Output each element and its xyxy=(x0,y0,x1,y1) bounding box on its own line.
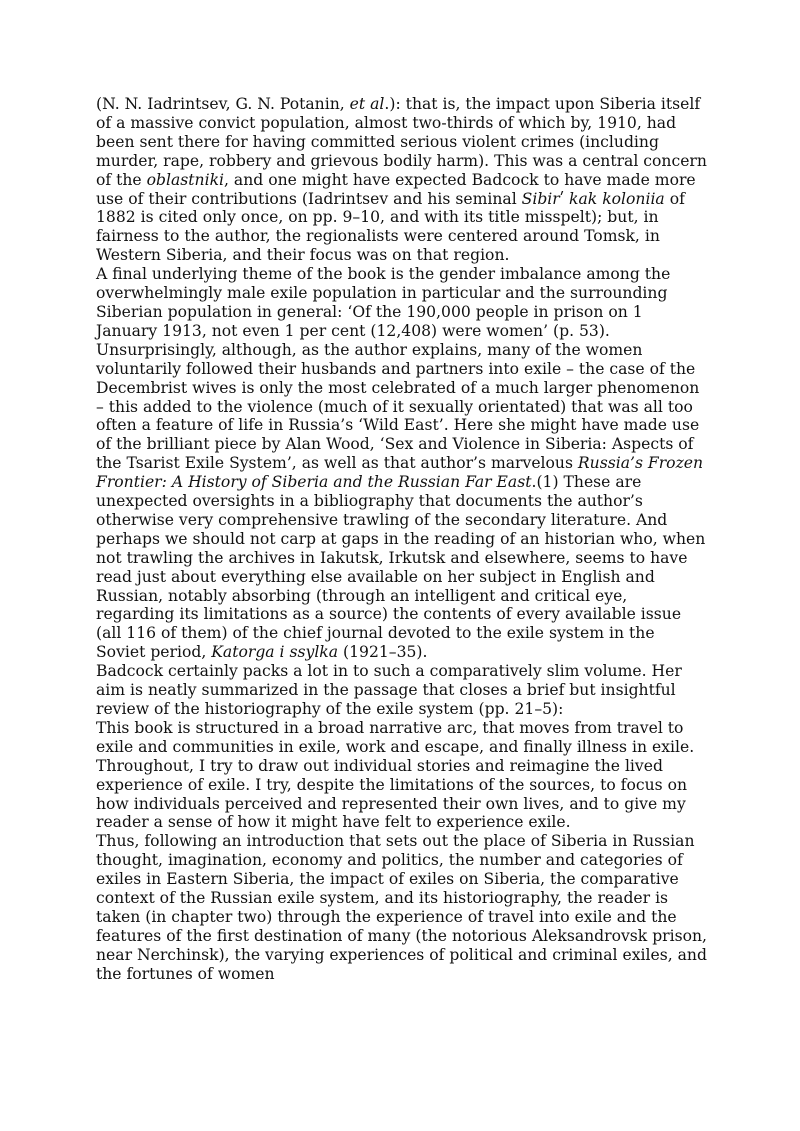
italic-text: Katorga i ssylka xyxy=(211,643,339,662)
italic-text: Russia’s Frozen Frontier: A History of Siberia and the Russian Far East xyxy=(96,454,704,492)
paragraph-book-structure-quote xyxy=(96,719,708,832)
paragraph-aim-summary xyxy=(96,662,708,719)
body-text: Badcock certainly packs a lot in to such a comparatively slim volume. Her aim is neatly summarized in the passage that closes a brief but insightful review of the historiography of the exile system (pp. 21–5): xyxy=(96,662,682,718)
body-text: (1921–35). xyxy=(338,643,428,662)
body-text: .(1) These are unexpected oversights in a bibliography that documents the author’s otherwise very comprehensive trawling of the secondary literature. And perhaps we should not carp at gaps in the reading of an historian who, when not trawling the archives in Iakutsk, Irkutsk and elsewhere, seems to have read just about everything else available on her subject in English and Russian, notably absorbing (through an intelligent and critical eye, regarding its limitations as a source) the contents of every available issue (all 116 of them) of the chief journal devoted to the exile system in the Soviet period, xyxy=(96,473,706,662)
italic-text: Sibirʹ kak koloniia xyxy=(521,189,665,208)
document-page xyxy=(96,95,708,984)
body-text: .): that is, the impact upon Siberia itself of a massive convict population, almost two-thirds of which by, 1910, had been sent there for having committed serious violent crimes (including murder, rape, robbery and grievous bodily harm). This was a central concern of the xyxy=(96,95,707,189)
paragraph-gender-imbalance xyxy=(96,265,708,662)
body-text: of 1882 is cited only once, on pp. 9–10, and with its title misspelt); but, in fairness to the author, the regionalists were centered around Tomsk, in Western Siberia, and their focus was on that region. xyxy=(96,189,685,265)
body-text: , and one might have expected Badcock to have made more use of their contributions (Iadrintsev and his seminal xyxy=(96,170,696,208)
body-text: (N. N. Iadrintsev, G. N. Potanin, xyxy=(96,95,350,113)
paragraph-chapter-overview xyxy=(96,832,708,983)
body-text: Thus, following an introduction that sets out the place of Siberia in Russian thought, imagination, economy and politics, the number and categories of exiles in Eastern Siberia, the impact of exiles on Siberia, the comparative context of the Russian exile system, and its historiography, the reader is taken (in chapter two) through the experience of travel into exile and the features of the first destination of many (the notorious Aleksandrovsk prison, near Nerchinsk), the varying experiences of political and criminal exiles, and the fortunes of women xyxy=(96,832,708,983)
italic-text: oblastniki xyxy=(146,170,225,189)
body-text: This book is structured in a broad narrative arc, that moves from travel to exile and communities in exile, work and escape, and finally illness in exile. Throughout, I try to draw out individual stories and reimagine the lived experience of exile. I try, despite the limitations of the sources, to focus on how individuals perceived and represented their own lives, and to give my reader a sense of how it might have felt to experience exile. xyxy=(96,718,695,832)
paragraph-regionalists xyxy=(96,95,708,265)
italic-text: et al xyxy=(349,95,385,113)
body-text: A final underlying theme of the book is the gender imbalance among the overwhelmingly male exile population in particular and the surrounding Siberian population in general: ‘Of the 190,000 people in prison on 1 January 1913, not even 1 per cent (12,408) were women’ (p. 53). Unsurprisingly, although, as the author explains, many of the women voluntarily followed their husbands and partners into exile – the case of the Decembrist wives is only the most celebrated of a much larger phenomenon – this added to the violence (much of it sexually orientated) that was all too often a feature of life in Russia’s ‘Wild East’. Here she might have made use of the brilliant piece by Alan Wood, ‘Sex and Violence in Siberia: Aspects of the Tsarist Exile System’, as well as that author’s marvelous xyxy=(96,265,700,473)
